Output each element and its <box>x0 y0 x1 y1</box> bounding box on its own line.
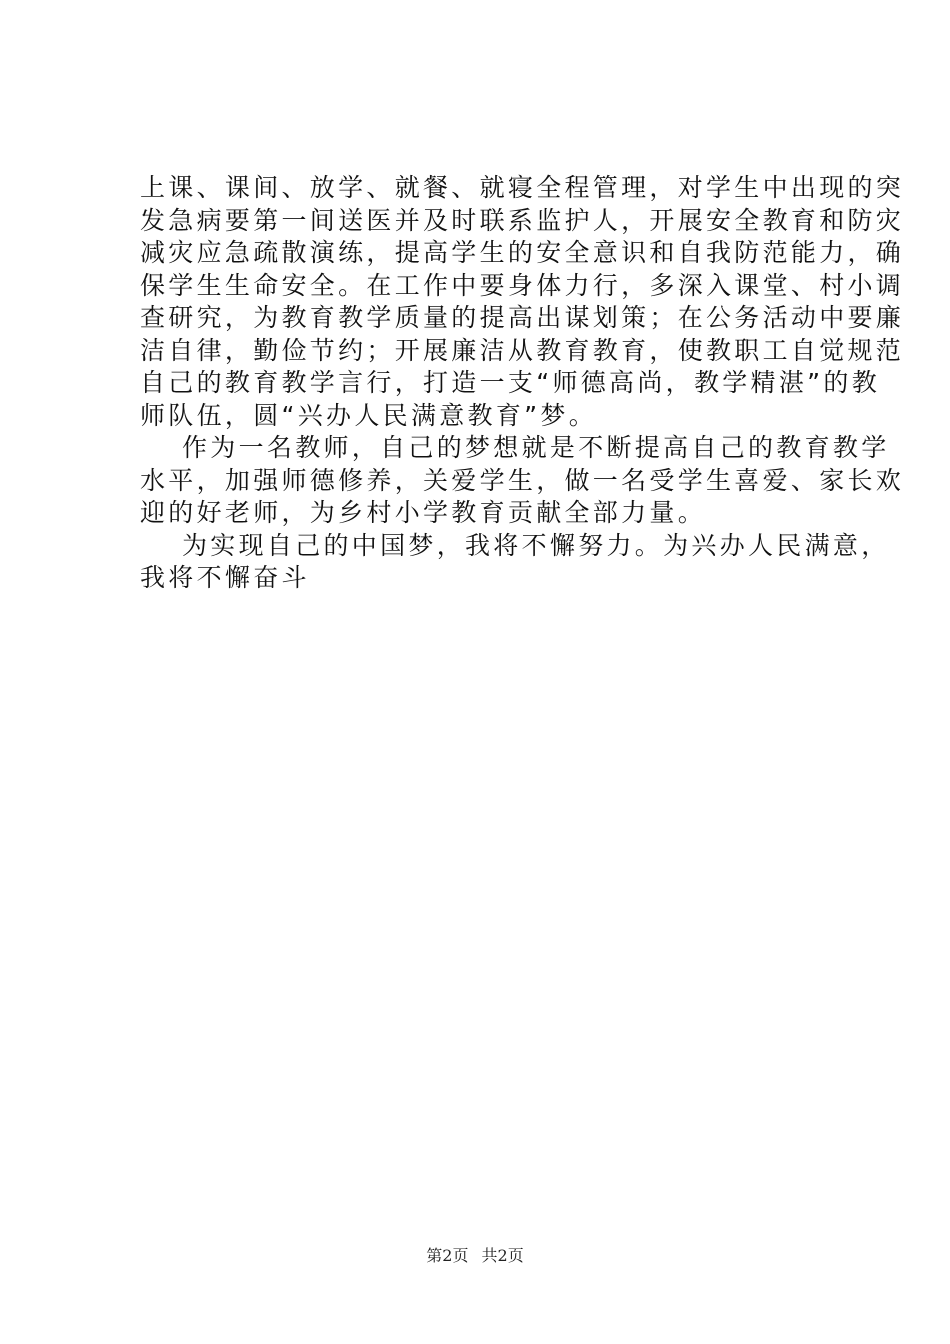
text-line: 保学生生命安全。在工作中要身体力行，多深入课堂、村小调 <box>140 270 905 300</box>
text-line: 减灾应急疏散演练，提高学生的安全意识和自我防范能力，确 <box>140 238 905 267</box>
text-line: 发急病要第一间送医并及时联系监护人，开展安全教育和防灾 <box>140 205 905 235</box>
page-footer <box>0 1243 950 1266</box>
text-line: 迎的好老师，为乡村小学教育贡献全部力量。 <box>140 498 707 527</box>
text-line: 自己的教育教学言行，打造一支“师德高尚，教学精湛”的教 <box>140 368 881 397</box>
text-line: 上课、课间、放学、就餐、就寝全程管理，对学生中出现的突 <box>140 173 905 202</box>
page-number: 第2页 <box>426 1246 469 1265</box>
page-total: 共2页 <box>481 1246 524 1265</box>
document-body <box>140 172 905 595</box>
paragraph-start-line: 作为一名教师，自己的梦想就是不断提高自己的教育教学 <box>182 433 890 462</box>
text-line: 水平，加强师德修养，关爱学生，做一名受学生喜爱、家长欢 <box>140 465 905 495</box>
text-line: 洁自律，勤俭节约；开展廉洁从教育教育，使教职工自觉规范 <box>140 335 905 365</box>
text-line: 查研究，为教育教学质量的提高出谋划策；在公务活动中要廉 <box>140 303 905 332</box>
paragraph-start-line: 为实现自己的中国梦，我将不懈努力。为兴办人民满意， <box>182 530 890 560</box>
text-line: 师队伍，圆“兴办人民满意教育”梦。 <box>140 400 598 430</box>
text-line: 我将不懈奋斗 <box>140 563 310 592</box>
